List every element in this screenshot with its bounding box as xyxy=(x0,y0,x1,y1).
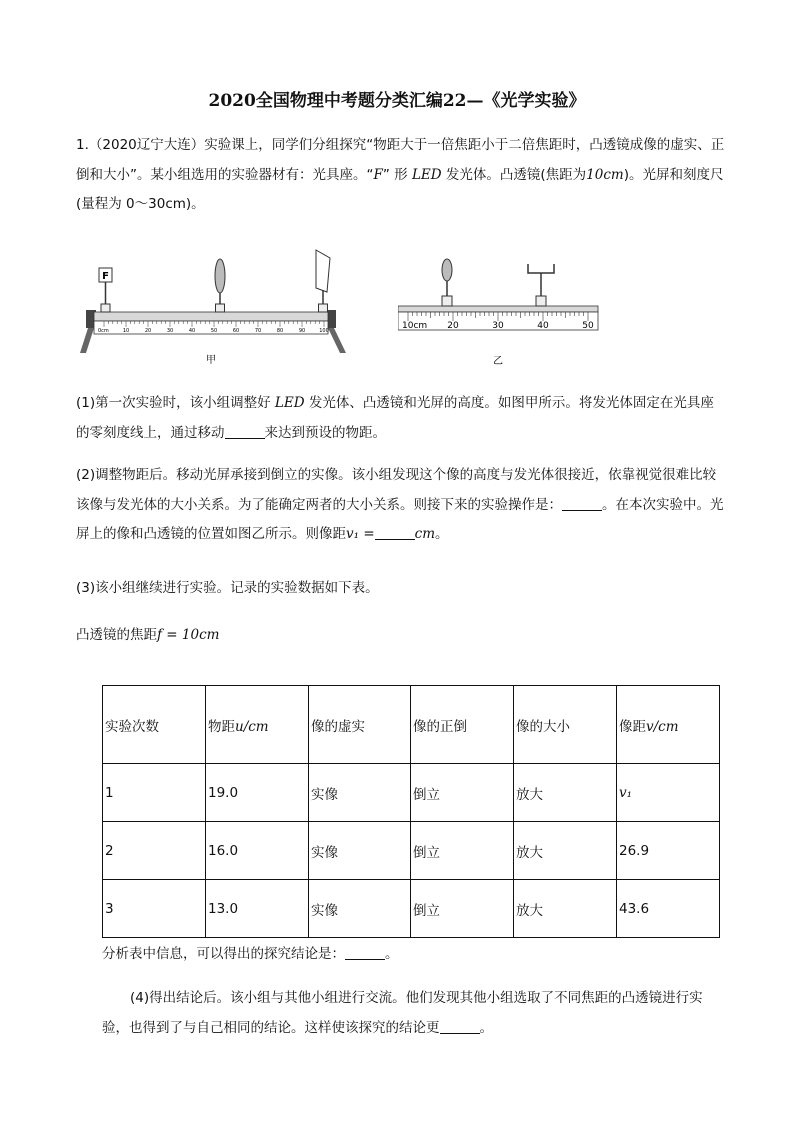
table-row xyxy=(103,880,720,938)
table-cell: 19.0 xyxy=(206,764,309,822)
answer-blank-3[interactable] xyxy=(375,525,415,540)
table-cell: 1 xyxy=(103,764,206,822)
led-f-sign: F xyxy=(102,271,109,282)
scale-tick-label: 90 xyxy=(298,328,306,334)
part2-text: (2)调整物距后。移动光屏承接到倒立的实像。该小组发现这个像的高度与发光体很接近，依靠视觉很难比较该像与发光体的大小关系。为了能确定两者的大小关系。则接下来的实验操作是： 。在本次实验中。光屏上的像和凸透镜的位置如图乙所示。则像距v₁ = cm。 xyxy=(76,467,724,542)
scale-tick-label: 10cm xyxy=(402,321,428,331)
experiment-data-table xyxy=(102,685,720,938)
bench-unit-label: 0cm xyxy=(98,328,109,334)
rail xyxy=(398,306,598,312)
bench-rail xyxy=(94,312,328,321)
table-cell: 放大 xyxy=(514,764,617,822)
scale-tick-label: 80 xyxy=(276,328,284,334)
answer-blank-2[interactable] xyxy=(562,496,602,511)
scale-tick-label: 100 xyxy=(319,328,329,334)
analysis-text: 分析表中信息，可以得出的探究结论是： 。 xyxy=(102,946,399,962)
light-screen xyxy=(316,250,330,292)
figure-yi-caption: 乙 xyxy=(493,356,503,367)
scale-tick-label: 20 xyxy=(144,328,152,334)
part3-text: (3)该小组继续进行实验。记录的实验数据如下表。 xyxy=(76,580,379,596)
table-row xyxy=(103,822,720,880)
answer-blank-1[interactable] xyxy=(225,424,265,439)
scale-tick-label: 40 xyxy=(537,321,549,331)
table-cell: 倒立 xyxy=(411,880,514,938)
scale-tick-label: 10 xyxy=(122,328,130,334)
table-header: 像的虚实 xyxy=(309,686,411,764)
table-cell: 2 xyxy=(103,822,206,880)
table-cell: 实像 xyxy=(309,822,411,880)
table-cell: 实像 xyxy=(309,764,411,822)
v1-label: v₁ = xyxy=(346,526,375,542)
table-cell: 13.0 xyxy=(206,880,309,938)
table-cell: 3 xyxy=(103,880,206,938)
table-header: 像的正倒 xyxy=(411,686,514,764)
light-screen xyxy=(528,264,554,273)
figure-yi-measurement xyxy=(398,248,602,373)
table-cell: 放大 xyxy=(514,880,617,938)
scale-tick-label: 60 xyxy=(232,328,240,334)
table-cell: 放大 xyxy=(514,822,617,880)
scale-tick-label: 30 xyxy=(166,328,174,334)
scale-tick-label: 50 xyxy=(582,321,594,331)
table-header: 实验次数 xyxy=(103,686,206,764)
convex-lens xyxy=(215,259,225,293)
figure-jia-caption: 甲 xyxy=(206,355,216,366)
table-cell: 16.0 xyxy=(206,822,309,880)
table-cell: 倒立 xyxy=(411,764,514,822)
table-header: 物距u/cm xyxy=(206,686,309,764)
table-row xyxy=(103,764,720,822)
scale-tick-label: 70 xyxy=(254,328,262,334)
scale-tick-label: 30 xyxy=(492,321,504,331)
convex-lens xyxy=(442,259,452,281)
lens-holder xyxy=(442,296,452,306)
focal-length-line: 凸透镜的焦距f = 10cm xyxy=(76,627,220,643)
table-header-row xyxy=(103,686,720,764)
screen-holder xyxy=(536,296,546,306)
table-header: 像的大小 xyxy=(514,686,617,764)
question-number: 1. xyxy=(76,137,89,153)
question-source: （2020辽宁大连） xyxy=(88,137,205,153)
table-cell: 26.9 xyxy=(617,822,720,880)
figure-jia-optical-bench xyxy=(76,248,366,373)
scale-tick-label: 50 xyxy=(210,328,218,334)
led-holder xyxy=(101,304,110,312)
part1-text: (1)第一次实验时，该小组调整好 LED 发光体、凸透镜和光屏的高度。如图甲所示。将发光体固定在光具座的零刻度线上，通过移动 来达到预设的物距。 xyxy=(76,395,714,441)
bench-leg-right xyxy=(328,328,346,353)
table-header: 像距v/cm xyxy=(617,686,720,764)
scale-tick-label: 20 xyxy=(447,321,459,331)
table-cell: 实像 xyxy=(309,880,411,938)
answer-blank-5[interactable] xyxy=(440,1019,480,1034)
scale-tick-label: 40 xyxy=(188,328,196,334)
table-cell: 43.6 xyxy=(617,880,720,938)
screen-holder xyxy=(319,304,328,312)
page-title: 2020全国物理中考题分类汇编22—《光学实验》 xyxy=(208,91,586,111)
answer-blank-4[interactable] xyxy=(345,945,385,960)
question-intro: 1.（2020辽宁大连）实验课上，同学们分组探究“物距大于一倍焦距小于二倍焦距时，凸透镜成像的虚实、正倒和大小”。某小组选用的实验器材有：光具座。“F” 形 LED 发光体。凸透镜(焦距为10cm)。光屏和刻度尺(量程为 0～30cm)。 xyxy=(76,137,725,212)
table-cell: 倒立 xyxy=(411,822,514,880)
lens-holder xyxy=(216,304,225,312)
bench-leg-left xyxy=(80,328,94,353)
table-cell: v₁ xyxy=(617,764,720,822)
part4-text: (4)得出结论后。该小组与其他小组进行交流。他们发现其他小组选取了不同焦距的凸透镜进行实验，也得到了与自己相同的结论。这样使该探究的结论更 。 xyxy=(102,990,703,1036)
